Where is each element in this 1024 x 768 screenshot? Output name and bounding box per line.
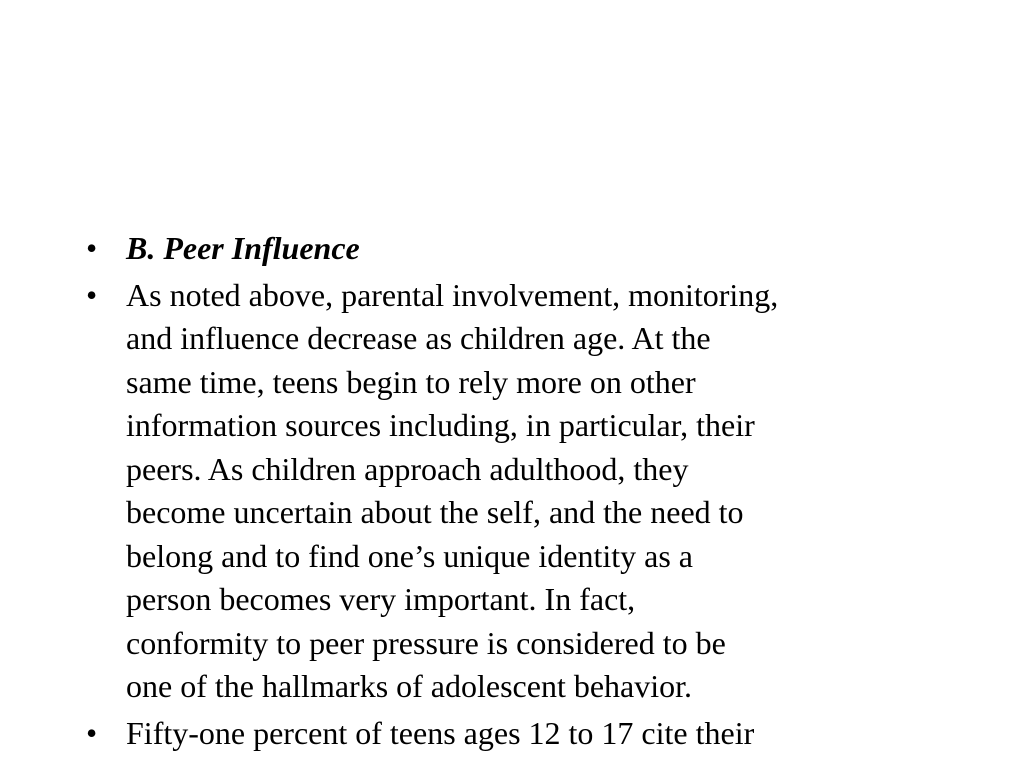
paragraph-line: As noted above, parental involvement, monitoring, xyxy=(126,276,779,313)
paragraph-line: same time, teens begin to rely more on other xyxy=(126,363,696,400)
bullet-paragraph xyxy=(84,274,954,709)
bullet-dot: • xyxy=(86,230,98,266)
paragraph-line: conformity to peer pressure is considered to be xyxy=(126,624,726,661)
paragraph-line: information sources including, in particular, their xyxy=(126,407,755,443)
bullet-dot: • xyxy=(86,276,98,313)
bullet-statistic xyxy=(84,712,954,756)
paragraph-line: become uncertain about the self, and the need to xyxy=(126,494,744,530)
bullet-dot: • xyxy=(86,714,98,751)
paragraph-line: peers. As children approach adulthood, they xyxy=(126,450,689,487)
bullet-list xyxy=(84,227,954,758)
section-heading: B. Peer Influence xyxy=(126,230,360,266)
paragraph-line: person becomes very important. In fact, xyxy=(126,581,636,617)
bullet-heading xyxy=(84,227,954,271)
paragraph-line: belong and to find one’s unique identity as a xyxy=(126,537,693,574)
paragraph-line: and influence decrease as children age. At the xyxy=(126,320,711,356)
statistic-line: Fifty-one percent of teens ages 12 to 17 cite their xyxy=(126,714,755,751)
paragraph-line: one of the hallmarks of adolescent behavior. xyxy=(126,668,693,704)
